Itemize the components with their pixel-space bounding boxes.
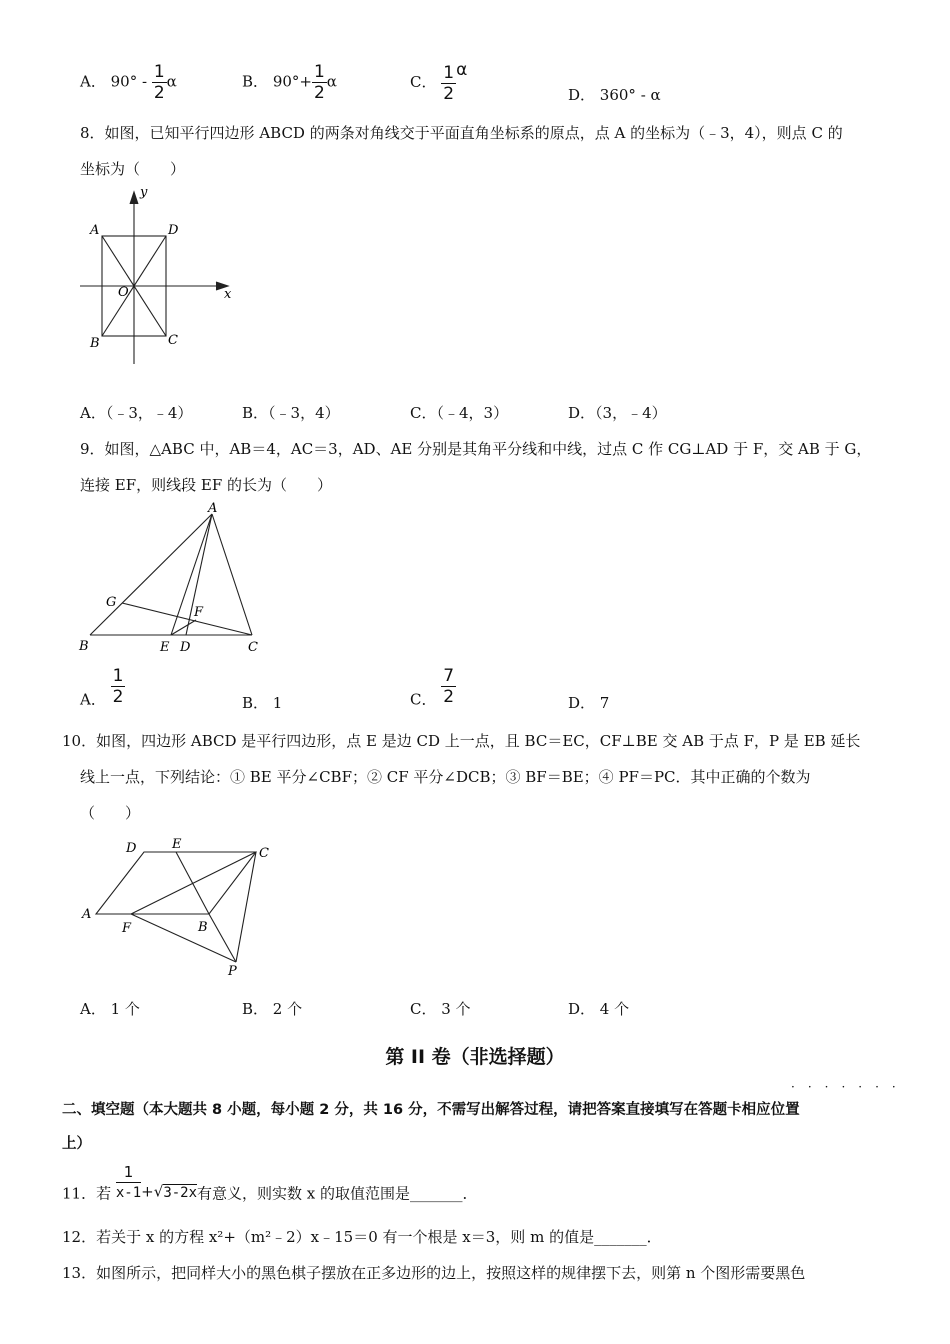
label-e: E — [160, 640, 170, 655]
fraction — [152, 62, 167, 103]
fraction — [116, 1162, 141, 1203]
fraction-denominator: 2 — [443, 687, 455, 707]
fraction — [312, 62, 327, 103]
option-label: C． — [410, 690, 437, 709]
q8-option-c: C．（﹣4，3） — [410, 404, 509, 422]
option-text: 90° - — [110, 72, 148, 91]
label-g: G — [106, 595, 117, 610]
q9-option-b: B． 1 — [242, 694, 283, 712]
q10-option-b: B． 2 个 — [242, 1000, 303, 1018]
q8-figure — [76, 184, 246, 369]
q9-figure — [76, 500, 276, 660]
q8-stem-line2: 坐标为（ ） — [80, 160, 186, 178]
label-x: x — [224, 287, 232, 302]
q12: 12．若关于 x 的方程 x²+（m²﹣2）x﹣15＝0 有一个根是 x＝3，则 m 的值是_______． — [62, 1228, 662, 1246]
fraction-numerator: 1 — [116, 1162, 141, 1183]
q10-option-d: D． 4 个 — [568, 1000, 630, 1018]
segment-ac — [212, 514, 252, 635]
fraction-denominator: 2 — [112, 687, 124, 707]
option-text: 90°+ — [272, 72, 312, 91]
label-a: A — [90, 223, 100, 238]
q7-option-d: D． 360° - α — [568, 86, 661, 104]
parallelogram-abcd — [96, 852, 256, 914]
option-label: A． — [80, 690, 106, 709]
sqrt-sign: √ — [153, 1182, 164, 1201]
label-c: C — [248, 640, 258, 655]
option-label: C． — [410, 73, 437, 91]
fraction — [111, 666, 126, 707]
plus-sign: + — [141, 1182, 154, 1201]
option-text: α — [166, 72, 177, 91]
label-a: A — [208, 501, 218, 516]
q11 — [62, 1162, 478, 1204]
q8-option-a: A．（﹣3，﹣4） — [80, 404, 193, 422]
q7-option-c — [410, 60, 467, 104]
q11-suffix: 有意义，则实数 x 的取值范围是_______． — [197, 1184, 478, 1203]
q13: 13．如图所示，把同样大小的黑色棋子摆放在正多边形的边上，按照这样的规律摆下去，则第 n 个图形需要黑色 — [62, 1264, 806, 1282]
section-heading-line2: 上） — [62, 1136, 91, 1152]
fraction — [441, 666, 456, 707]
q9-stem-line2: 连接 EF，则线段 EF 的长为（ ） — [80, 476, 333, 494]
option-label: B． — [242, 72, 269, 91]
fraction-numerator: 1 — [443, 62, 455, 83]
q9-option-d: D． 7 — [568, 694, 610, 712]
fraction-denominator: 2 — [153, 83, 165, 103]
label-b: B — [198, 920, 208, 935]
section-heading-line1: 二、填空题（本大题共 8 小题，每小题 2 分，共 16 分，不需写出解答过程，请把答案直接填写在答题卡相应位置 — [62, 1102, 800, 1118]
label-d: D — [168, 223, 179, 238]
label-b: B — [79, 639, 89, 654]
q7-option-a — [80, 62, 177, 103]
y-axis-arrow — [130, 192, 138, 204]
fraction-numerator: 7 — [443, 666, 455, 686]
emphasis-dots-text: ······· — [791, 1080, 909, 1094]
q9-stem-line1: 9．如图，△ABC 中，AB＝4，AC＝3，AD、AE 分别是其角平分线和中线，过点 C 作 CG⊥AD 于 F，交 AB 于 G， — [80, 440, 872, 458]
label-f: F — [122, 921, 132, 936]
q10-figure — [76, 830, 286, 980]
q9-option-c — [410, 666, 456, 710]
sqrt-radicand: 3-2x — [163, 1184, 198, 1201]
q8-option-b: B．（﹣3，4） — [242, 404, 340, 422]
segment-fp — [131, 914, 236, 962]
label-o: O — [118, 285, 129, 300]
label-b: B — [90, 336, 100, 351]
label-f: F — [194, 605, 204, 620]
emphasis-dots — [791, 1080, 909, 1094]
fraction-denominator: 2 — [443, 83, 455, 104]
fraction-numerator: 1 — [112, 666, 124, 686]
q8-option-d: D．（3，﹣4） — [568, 404, 667, 422]
q10-stem-line3: （ ） — [80, 804, 141, 822]
option-text: α — [456, 60, 468, 80]
label-d: D — [126, 841, 137, 856]
label-a: A — [82, 907, 92, 922]
q11-prefix: 11．若 — [62, 1184, 112, 1203]
option-text: α — [326, 72, 337, 91]
q8-stem-line1: 8．如图，已知平行四边形 ABCD 的两条对角线交于平面直角坐标系的原点，点 A 的坐标为（﹣3，4），则点 C 的 — [80, 124, 843, 142]
label-p: P — [228, 964, 237, 979]
label-e: E — [172, 837, 182, 852]
part2-title: 第 II 卷（非选择题） — [385, 1046, 565, 1068]
label-y: y — [140, 185, 148, 200]
label-c: C — [168, 333, 178, 348]
option-label: A． — [80, 72, 106, 91]
segment-cp — [236, 852, 256, 962]
fraction-denominator: 2 — [313, 83, 325, 103]
q10-option-c: C． 3 个 — [410, 1000, 471, 1018]
fraction — [441, 63, 456, 104]
label-c: C — [259, 846, 269, 861]
q7-option-b — [242, 62, 337, 103]
q10-option-a: A． 1 个 — [80, 1000, 140, 1018]
q9-option-a — [80, 666, 125, 710]
fraction-denominator: x-1 — [115, 1185, 142, 1201]
q10-stem-line2: 线上一点，下列结论：① BE 平分∠CBF；② CF 平分∠DCB；③ BF＝BE；④ PF＝PC．其中正确的个数为 — [80, 768, 811, 786]
fraction-numerator: 1 — [313, 62, 325, 82]
q10-stem-line1: 10．如图，四边形 ABCD 是平行四边形，点 E 是边 CD 上一点，且 BC＝EC，CF⊥BE 交 AB 于点 F，P 是 EB 延长 — [62, 732, 861, 750]
label-d: D — [180, 640, 191, 655]
fraction-numerator: 1 — [153, 62, 165, 82]
segment-bp — [209, 914, 236, 962]
segment-cf — [131, 852, 256, 914]
